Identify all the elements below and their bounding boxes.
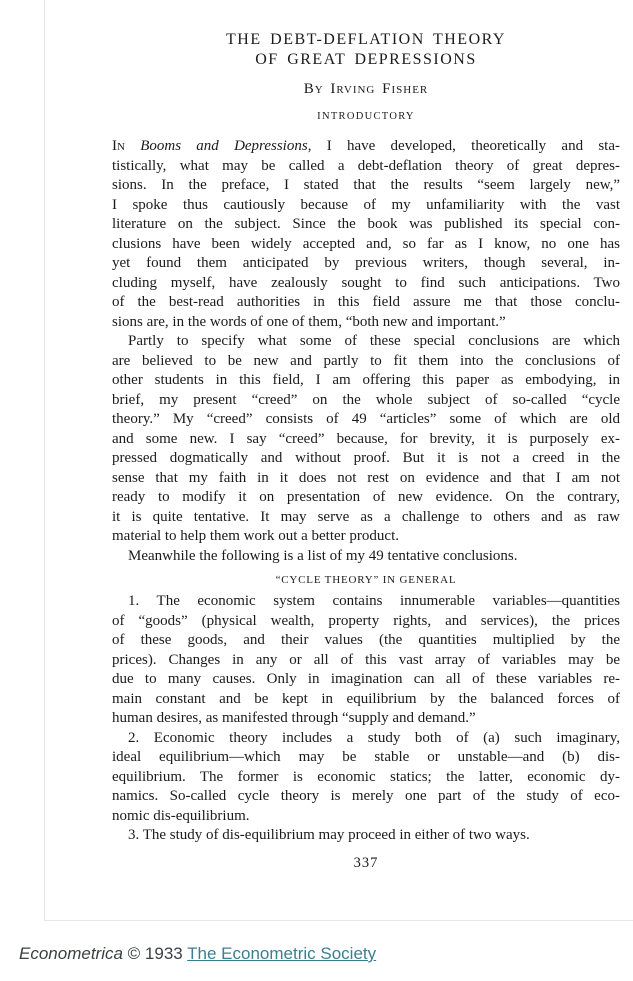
paper-title <box>112 30 620 70</box>
text-line: of the best-read authorities in this field assure me that those conclu- <box>112 294 620 310</box>
text-line: are believed to be new and partly to fit them into the conclusions of <box>112 352 620 369</box>
text-line: ideal equilibrium—which may be stable or unstable—and (b) dis- <box>112 749 620 765</box>
text-line: I spoke thus cautiously because of my unfamiliarity with the vast <box>112 196 620 213</box>
lead-smallcaps: In <box>112 138 125 154</box>
text-line: it is quite tentative. It may serve as a challenge to others and as raw <box>112 508 620 525</box>
text-line: due to many causes. Only in imagination can all of these variables re- <box>112 671 620 687</box>
text-line-lead <box>112 137 620 157</box>
lead-rest: , I have developed, theoretically and sta- <box>307 138 620 154</box>
text-line: literature on the subject. Since the book was published its special con- <box>112 216 620 232</box>
numbered-item-2 <box>112 729 620 827</box>
text-line: yet found them anticipated by previous writers, though several, in- <box>112 255 620 271</box>
text-line: cluding myself, have zealously sought to find such anticipations. Two <box>112 274 620 291</box>
introductory-heading: INTRODUCTORY <box>317 111 415 122</box>
text-line: sions. In the preface, I stated that the results “seem largely new,” <box>112 177 620 193</box>
text-line: of “goods” (physical wealth, property rights, and services), the prices <box>112 612 620 629</box>
text-line: theory.” My “creed” consists of 49 “articles” some of which are old <box>112 411 620 427</box>
text-line: ready to modify it on presentation of new evidence. On the contrary, <box>112 489 620 505</box>
text-line: pressed dogmatically and without proof. But it is not a creed in the <box>112 450 620 466</box>
text-line: Partly to specify what some of these special conclusions are which <box>128 333 620 349</box>
copyright-year: © 1933 <box>122 944 188 963</box>
text-line: clusions have been widely accepted and, so far as I know, no one has <box>112 235 620 252</box>
text-line: material to help them work out a better product. <box>112 528 399 544</box>
journal-name: Econometrica <box>19 944 123 963</box>
text-line: brief, my present “creed” on the whole subject of so-called “cycle <box>112 391 620 408</box>
text-line: human desires, as manifested through “supply and demand.” <box>112 710 476 726</box>
text-line: other students in this field, I am offering this paper as embodying, in <box>112 372 620 388</box>
numbered-item-1 <box>112 592 620 729</box>
numbered-item-3: 3. The study of dis-equilibrium may proceed in either of two ways. <box>128 827 530 843</box>
text-line: nomic dis-equilibrium. <box>112 807 250 824</box>
text-line: 1. The economic system contains innumerable variables—quantities <box>128 593 620 609</box>
paragraph-2 <box>112 332 620 547</box>
text-line: prices). Changes in any or all of this vast array of variables may be <box>112 651 620 668</box>
text-line: main constant and be kept in equilibrium by the balanced forces of <box>112 690 620 707</box>
econometric-society-link[interactable]: The Econometric Society <box>187 944 377 963</box>
paragraph-1-lines <box>112 157 620 333</box>
author-byline: By Irving Fisher <box>303 81 429 97</box>
text-line: equilibrium. The former is economic statics; the latter, economic dy- <box>112 768 620 785</box>
paper-title-line2: OF GREAT DEPRESSIONS <box>255 51 477 68</box>
text-line: of these goods, and their values (the quantities multiplied by the <box>112 632 620 648</box>
text-line: sense that my faith in it does not rest on evidence and that I am not <box>112 469 620 486</box>
text-line: 2. Economic theory includes a study both of (a) such imaginary, <box>128 729 620 746</box>
book-title-italic: Booms and Depressions <box>124 138 308 154</box>
text-line: tistically, what may be called a debt-deflation theory of great depres- <box>112 157 620 174</box>
text-line: sions are, in the words of one of them, “both new and important.” <box>112 313 506 330</box>
citation-footer <box>19 944 376 964</box>
text-line: and some new. I say “creed” because, for brevity, it is purposely ex- <box>112 430 620 447</box>
paragraph-1 <box>112 137 620 332</box>
page-number: 337 <box>353 854 379 871</box>
paragraph-3: Meanwhile the following is a list of my 49 tentative conclusions. <box>128 547 518 564</box>
text-line: namics. So-called cycle theory is merely one part of the study of eco- <box>112 788 620 804</box>
paper-page-content <box>112 30 620 872</box>
paper-title-line1: THE DEBT-DEFLATION THEORY <box>226 31 506 48</box>
section-heading-cycle-theory: “CYCLE THEORY” IN GENERAL <box>275 574 457 586</box>
